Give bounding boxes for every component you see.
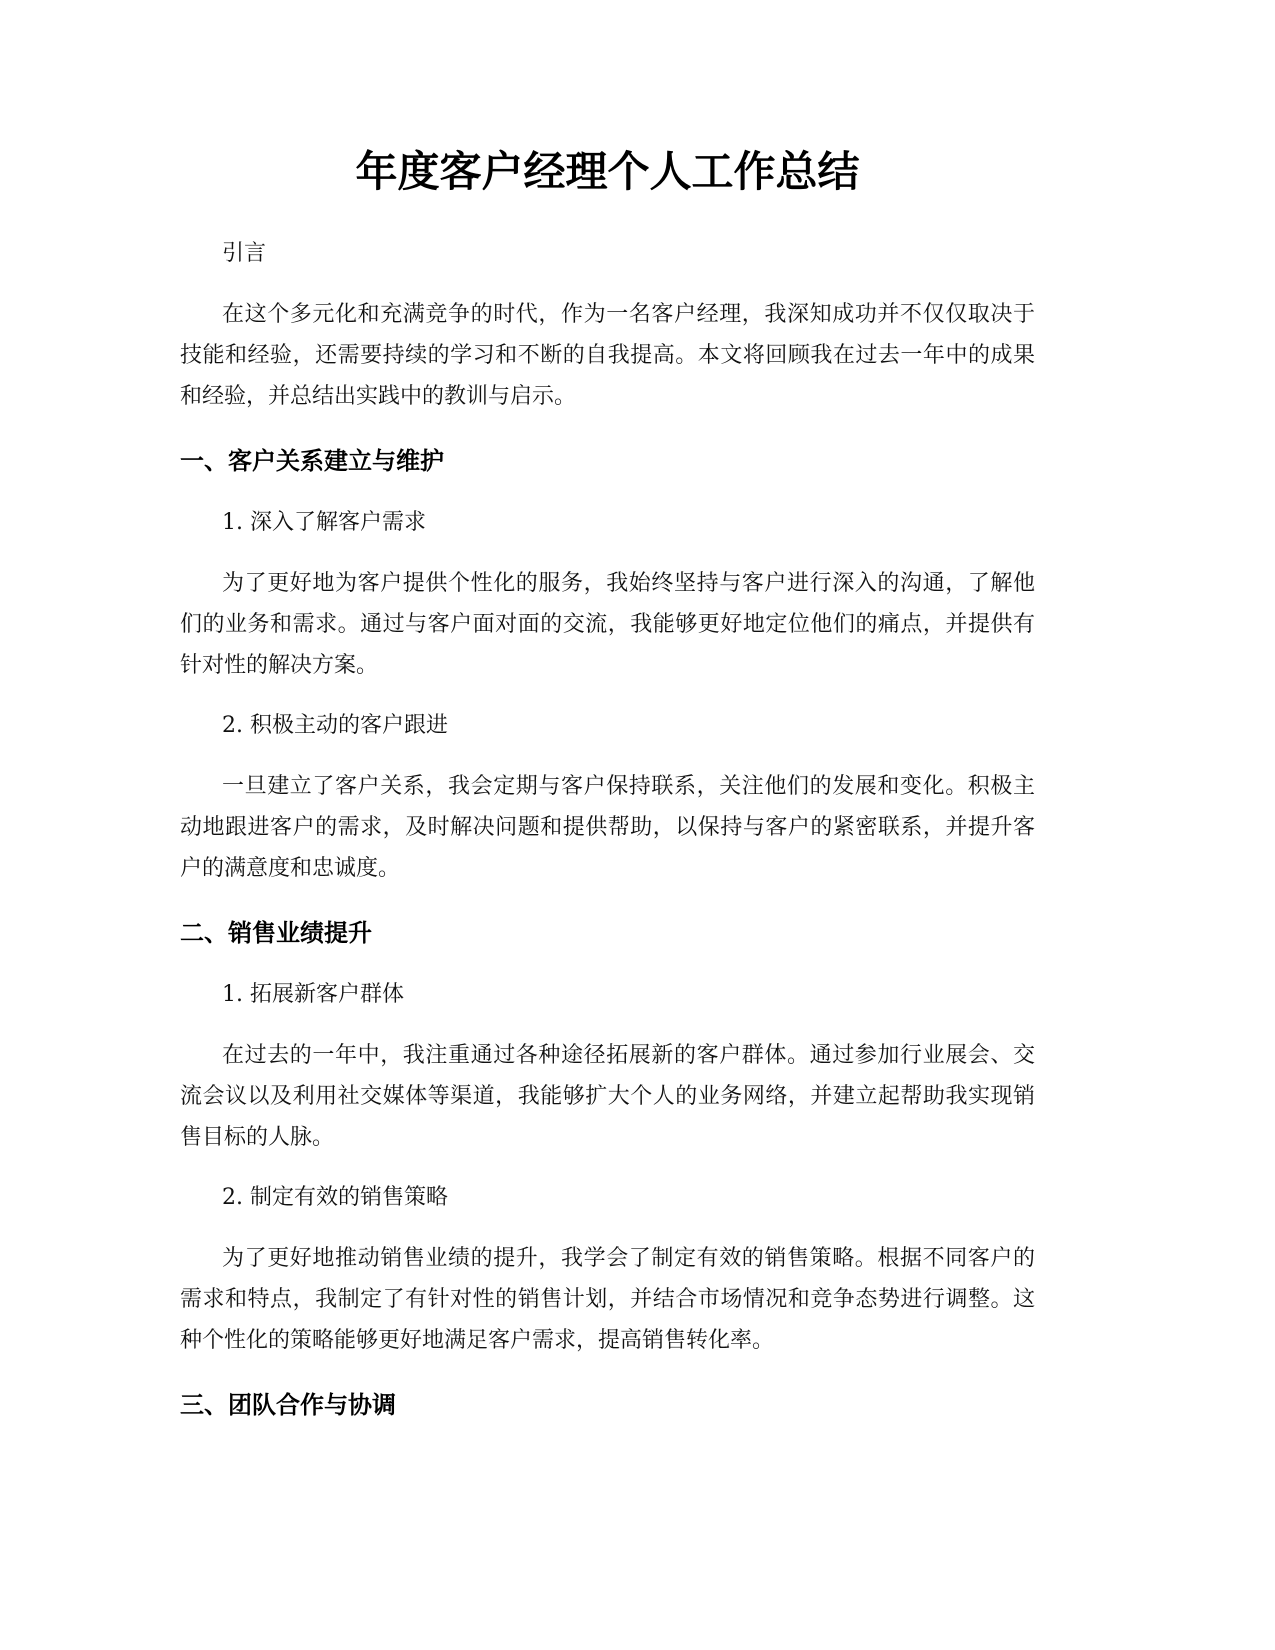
document-title: 年度客户经理个人工作总结 [355, 147, 860, 196]
intro-paragraph: 在这个多元化和充满竞争的时代，作为一名客户经理，我深知成功并不仅仅取决于技能和经验，还需要持续的学习和不断的自我提高。本文将回顾我在过去一年中的成果和经验，并总结出实践中的教训与启示。 [180, 302, 1035, 409]
subsection-heading-2-1: 1. 拓展新客户群体 [222, 982, 404, 1007]
subsection-paragraph-2-1: 在过去的一年中，我注重通过各种途径拓展新的客户群体。通过参加行业展会、交流会议以及利用社交媒体等渠道，我能够扩大个人的业务网络，并建立起帮助我实现销售目标的人脉。 [180, 1043, 1035, 1150]
subsection-paragraph-1-1: 为了更好地为客户提供个性化的服务，我始终坚持与客户进行深入的沟通，了解他们的业务和需求。通过与客户面对面的交流，我能够更好地定位他们的痛点，并提供有针对性的解决方案。 [180, 571, 1035, 678]
section-heading-3: 三、团队合作与协调 [180, 1391, 396, 1419]
section-heading-2: 二、销售业绩提升 [180, 919, 372, 947]
subsection-heading-1-2: 2. 积极主动的客户跟进 [222, 713, 448, 738]
subsection-paragraph-1-2: 一旦建立了客户关系，我会定期与客户保持联系，关注他们的发展和变化。积极主动地跟进客户的需求，及时解决问题和提供帮助，以保持与客户的紧密联系，并提升客户的满意度和忠诚度。 [180, 774, 1035, 881]
subsection-paragraph-2-2: 为了更好地推动销售业绩的提升，我学会了制定有效的销售策略。根据不同客户的需求和特点，我制定了有针对性的销售计划，并结合市场情况和竞争态势进行调整。这种个性化的策略能够更好地满足客户需求，提高销售转化率。 [180, 1246, 1035, 1353]
document-body [180, 140, 1035, 1427]
intro-label: 引言 [222, 241, 267, 266]
subsection-heading-1-1: 1. 深入了解客户需求 [222, 510, 426, 535]
section-heading-1: 一、客户关系建立与维护 [180, 447, 444, 475]
subsection-heading-2-2: 2. 制定有效的销售策略 [222, 1185, 448, 1210]
